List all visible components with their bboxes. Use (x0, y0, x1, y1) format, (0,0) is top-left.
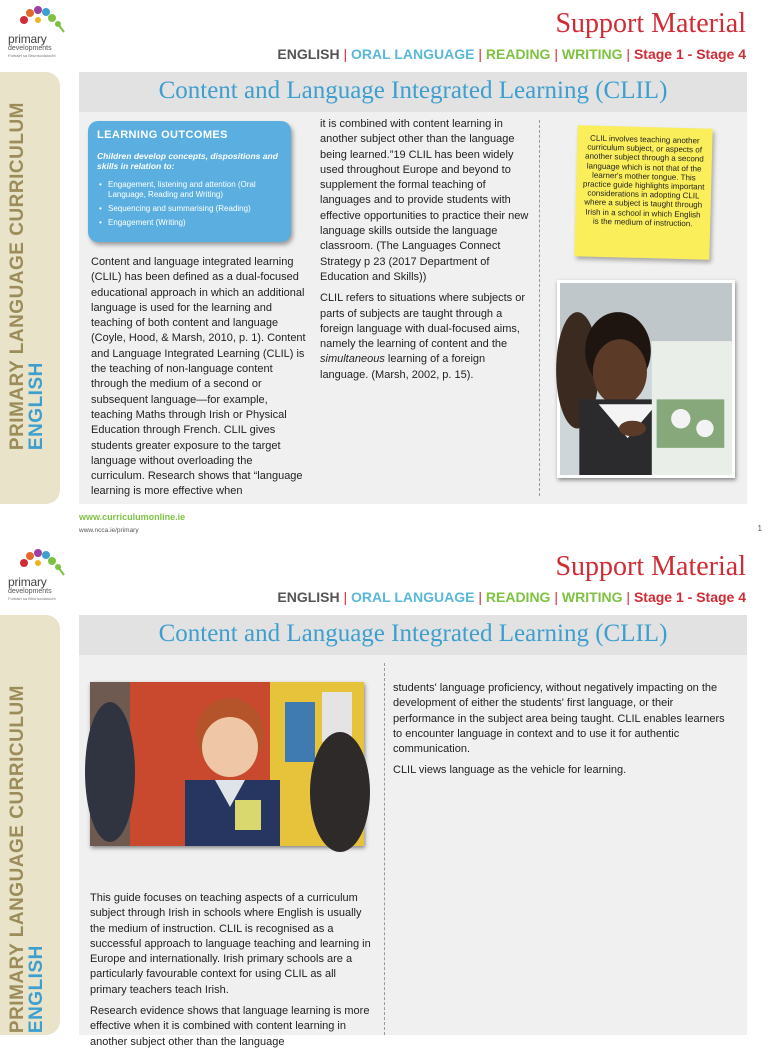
primary-developments-logo[interactable] (6, 549, 68, 605)
vehicle-paragraph: CLIL views language as the vehicle for learning. (393, 764, 627, 777)
paragraph-text: learning of a foreign language. (Marsh, 2002, p. 15). (320, 353, 486, 381)
clil-definition-paragraph: Content and language integrated learning (CLIL) has been defined as a dual-focused educational approach in which an additional language is used for the learning and teaching of both content and language (Coyle, Hood, & Marsh, 2010, p. 1). Content and Language Integrated Learning (CLIL) is the teaching of non-language content through the medium of a second or subsequent language—for example, teaching Maths through Irish or Physical Education through French. CLIL gives students greater exposure to the target language without overloading the curriculum. Research shows that “language learning is more effective when (91, 256, 306, 498)
nav-reading[interactable]: READING (485, 589, 551, 605)
list-item: • Engagement (Writing) (97, 218, 282, 228)
nav-separator: | (478, 589, 482, 605)
clil-europe-paragraph: it is combined with content learning in another subject other than the language being learned.”19 CLIL has been widely used throughout Europe and beyond to supplement the formal teaching of languages and to provide students with effective opportunities to practice their new language skills outside the language classroom. (The Languages Connect Strategy p 23 (2017 Department of Education and Skills)) (320, 118, 529, 283)
footer-curriculum-link[interactable]: www.curriculumonline.ie (79, 512, 186, 522)
footer-ncca-link[interactable]: www.ncca.ie/primary (79, 527, 139, 534)
nav-separator: | (554, 589, 558, 605)
curriculum-sidebar (0, 615, 60, 1035)
logo-tagline: Forbairt sa Bhunscolaíocht (8, 596, 56, 601)
column-2-text (393, 681, 733, 779)
nav-separator: | (478, 46, 482, 62)
learning-outcomes-list (97, 180, 282, 228)
nav-separator: | (343, 46, 348, 62)
proficiency-paragraph: students' language proficiency, without negatively impacting on the development of either the students' first language, or their performance in the subject area being taught. CLIL enables learners to encounter language in context and to use it for authentic communication. (393, 682, 725, 756)
nav-writing[interactable]: WRITING (561, 46, 623, 62)
nav-oral-language[interactable]: ORAL LANGUAGE (351, 46, 475, 62)
curriculum-sidebar (0, 72, 60, 504)
content-panel (79, 615, 747, 1048)
research-paragraph: Research evidence shows that language learning is more effective when it is combined with content learning in another subject other than the language (90, 1005, 370, 1048)
column-1-text (91, 255, 309, 500)
learning-outcomes-intro: Children develop concepts, dispositions and skills in relation to: (97, 151, 278, 171)
learning-outcomes-title: LEARNING OUTCOMES (97, 129, 228, 141)
guide-focus-paragraph: This guide focuses on teaching aspects of a curriculum subject through Irish in schools where English is usually the medium of instruction. CLIL is recognised as a successful approach to language teaching and learning in Europe and internationally. Irish primary schools are a particularly favourable context for using CLIL as all primary teachers teach Irish. (90, 892, 371, 996)
strand-nav (277, 46, 746, 62)
emphasis-text: simultaneous (320, 353, 385, 366)
column-2-text (320, 117, 530, 383)
nav-separator: | (554, 46, 558, 62)
page-2 (0, 543, 768, 1048)
nav-reading[interactable]: READING (485, 46, 551, 62)
list-item: • Engagement, listening and attention (Oral Language, Reading and Writing) (97, 180, 282, 200)
logo-tagline: Forbairt sa Bhunscolaíocht (8, 53, 56, 58)
page-number: 1 (757, 524, 762, 533)
children-photo-illustration (560, 283, 732, 475)
sidebar-english-label: ENGLISH (26, 945, 47, 1034)
clil-marsh-paragraph (320, 291, 530, 383)
nav-english[interactable]: ENGLISH (277, 46, 340, 62)
nav-oral-language[interactable]: ORAL LANGUAGE (351, 589, 475, 605)
sidebar-english-label: ENGLISH (26, 362, 47, 451)
list-item: • Sequencing and summarising (Reading) (97, 204, 282, 214)
support-material-title: Support Material (555, 551, 746, 582)
nav-stage[interactable]: Stage 1 - Stage 4 (633, 46, 746, 62)
content-panel (79, 72, 747, 504)
learning-outcomes-box (88, 121, 291, 242)
nav-separator: | (626, 46, 631, 62)
sidebar-label (8, 685, 46, 1033)
strand-nav (277, 589, 746, 605)
sticky-note: CLIL involves teaching another curriculum subject, or aspects of another subject through a second language which is not that of the learner's mother tongue. This practice guide highlights important considerations in adopting CLIL where a subject is taught through Irish in a school in which English is the medium of instruction. (574, 125, 712, 259)
logo-wordmark: primary (8, 32, 47, 46)
primary-developments-logo[interactable] (6, 6, 68, 62)
boy-photo-illustration (90, 682, 364, 846)
nav-separator: | (626, 589, 631, 605)
column-divider (539, 120, 540, 496)
sidebar-curriculum-label: PRIMARY LANGUAGE CURRICULUM (7, 685, 28, 1034)
paragraph-text: CLIL refers to situations where subjects or parts of subjects are taught through a foreign language with dual-focused aims, namely the learning of content and the (320, 292, 526, 351)
nav-english[interactable]: ENGLISH (277, 589, 340, 605)
logo-subtitle: developments (8, 45, 52, 52)
logo-subtitle: developments (8, 588, 52, 595)
logo-wordmark: primary (8, 575, 47, 589)
classroom-photo-boy (90, 682, 364, 846)
classroom-photo-children (557, 280, 735, 478)
page-title: Content and Language Integrated Learning (CLIL) (79, 615, 747, 655)
page-title: Content and Language Integrated Learning (CLIL) (79, 72, 747, 112)
column-1-text (90, 891, 373, 1050)
nav-separator: | (343, 589, 348, 605)
sidebar-label (8, 102, 46, 450)
support-material-title: Support Material (555, 8, 746, 39)
nav-writing[interactable]: WRITING (561, 589, 623, 605)
sidebar-curriculum-label: PRIMARY LANGUAGE CURRICULUM (7, 102, 28, 451)
column-divider (384, 663, 385, 1035)
nav-stage[interactable]: Stage 1 - Stage 4 (633, 589, 746, 605)
